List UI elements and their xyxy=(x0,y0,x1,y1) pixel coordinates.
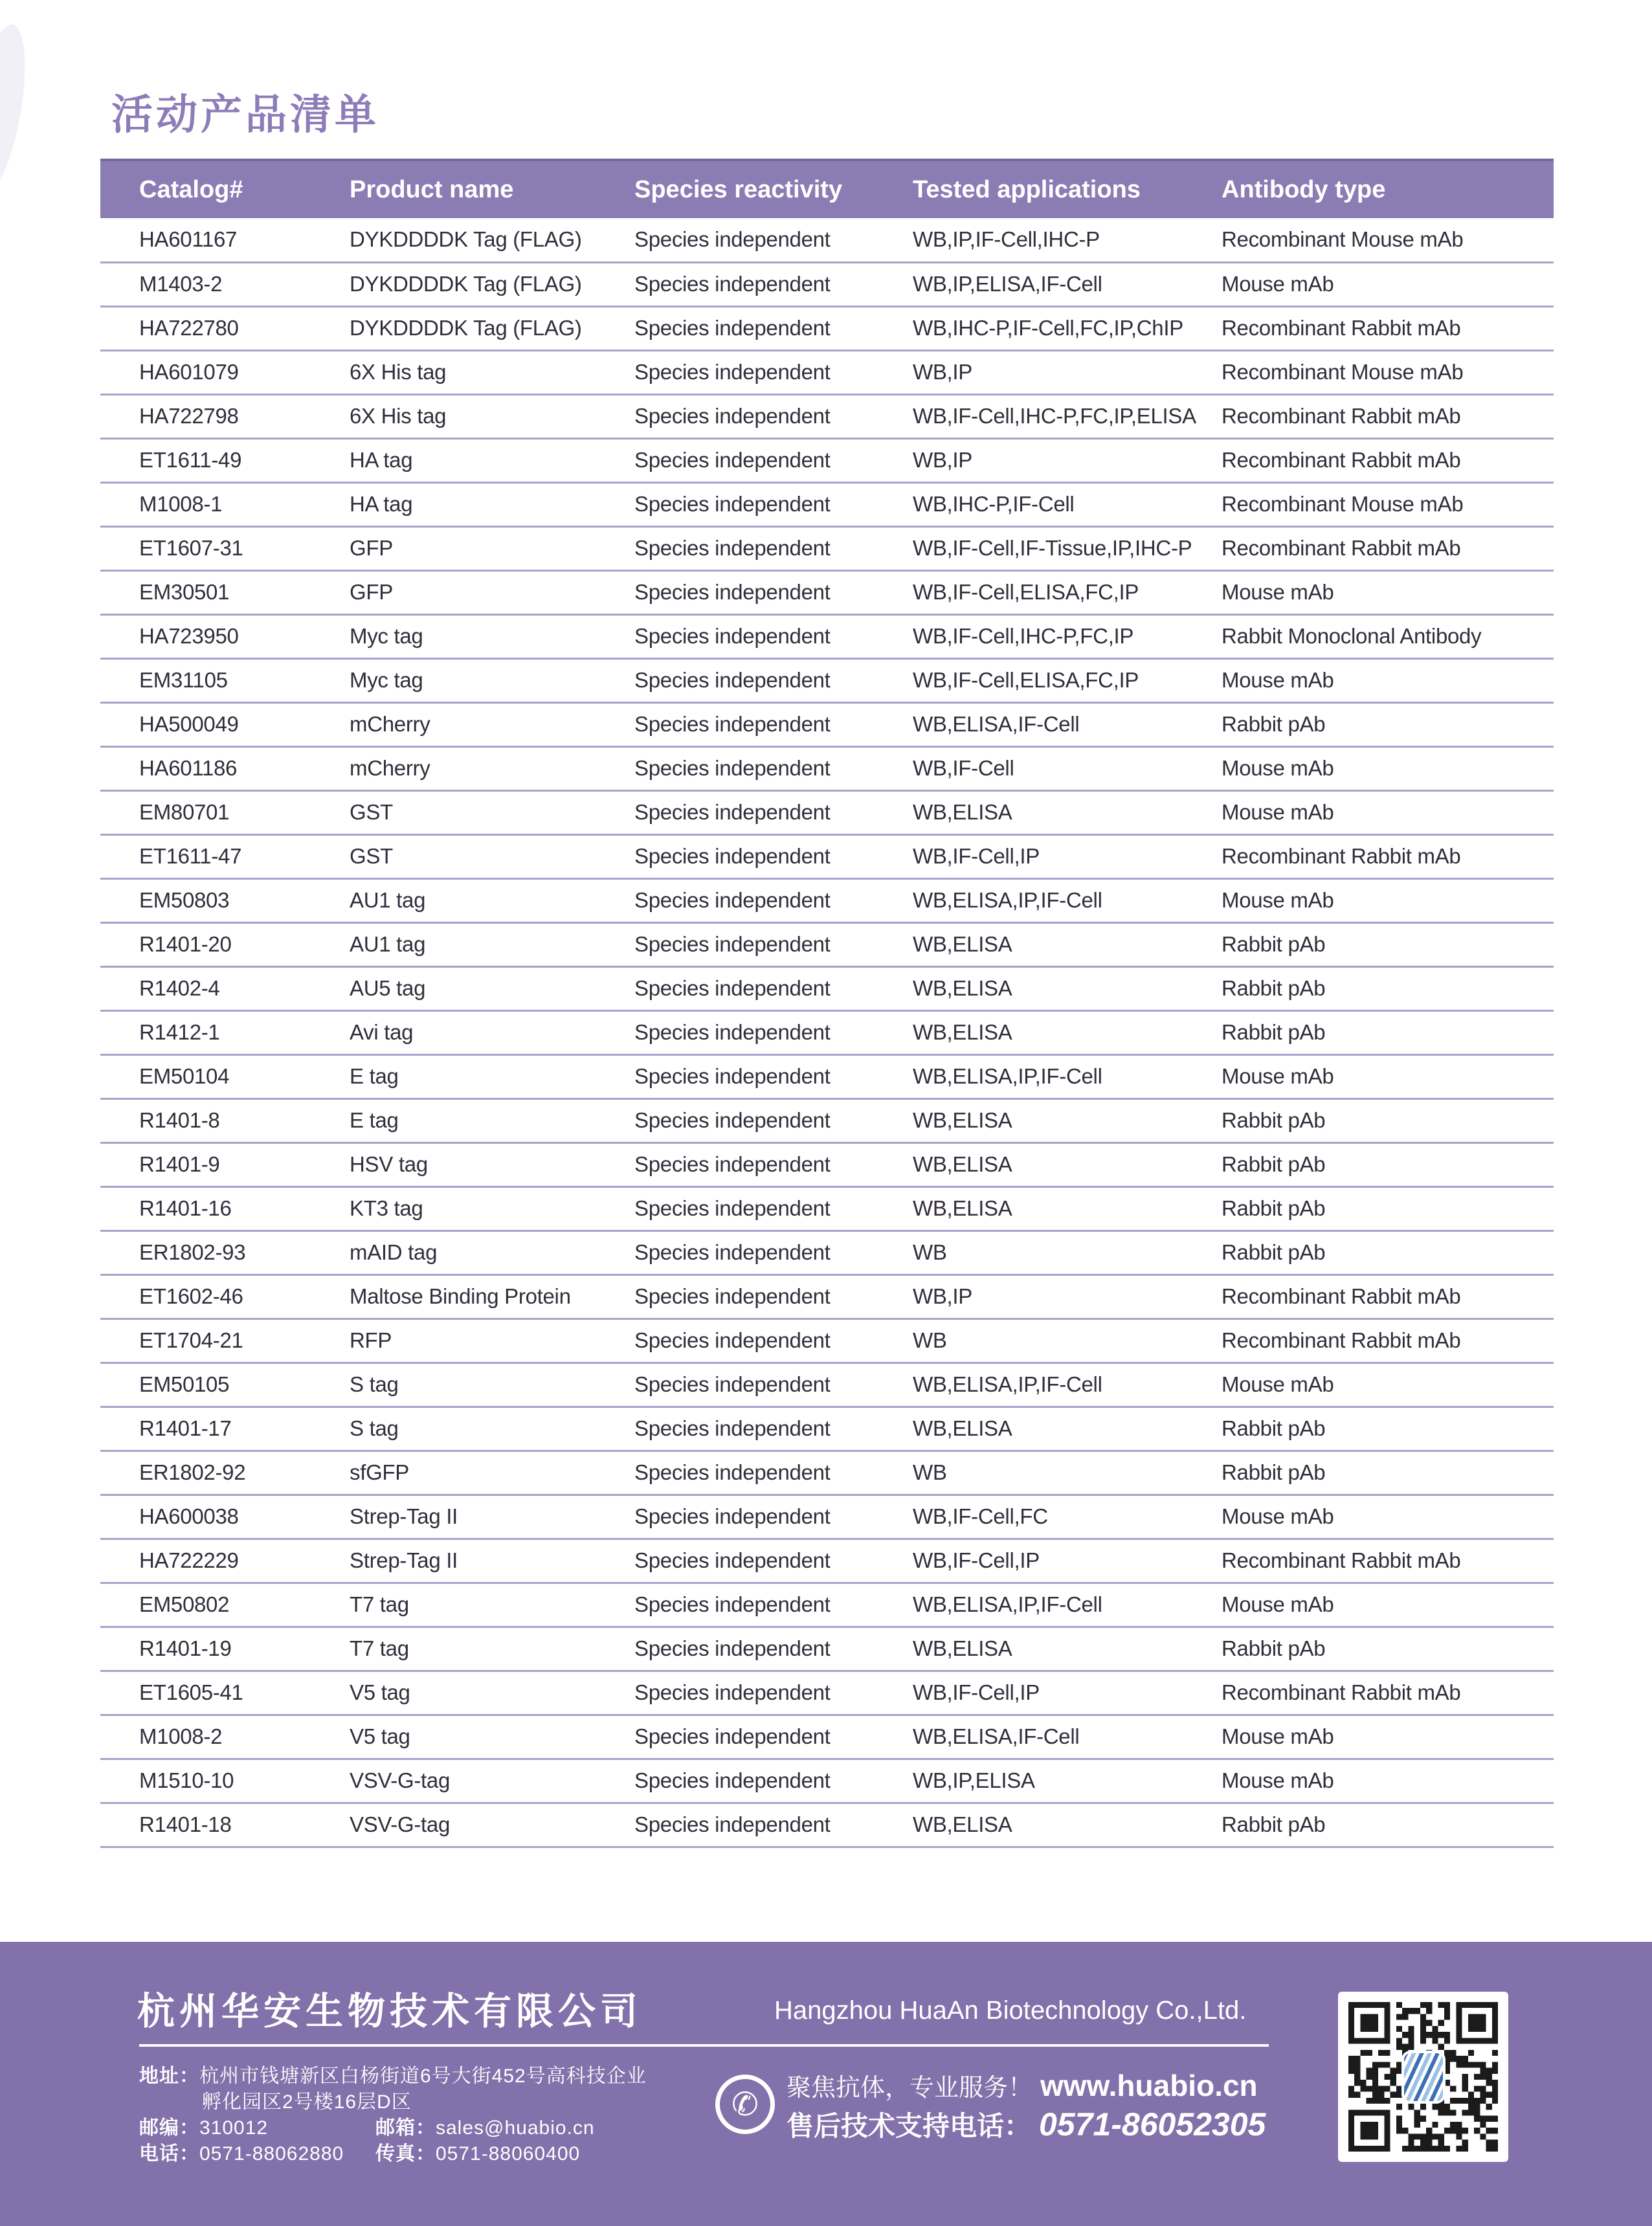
cell-name: T7 tag xyxy=(350,1583,634,1627)
cell-applications: WB,ELISA xyxy=(913,1803,1222,1847)
cell-applications: WB,IHC-P,IF-Cell xyxy=(913,482,1222,526)
cell-species: Species independent xyxy=(634,966,913,1010)
cell-name: S tag xyxy=(350,1363,634,1407)
cell-species: Species independent xyxy=(634,218,913,262)
qr-center-logo xyxy=(1404,2053,1443,2101)
corner-decoration xyxy=(0,21,36,201)
cell-name: HA tag xyxy=(350,438,634,482)
table-row xyxy=(100,1715,1554,1759)
phone-icon xyxy=(715,2075,775,2134)
cell-type: Rabbit pAb xyxy=(1222,1451,1554,1495)
table-row xyxy=(100,438,1554,482)
cell-type: Mouse mAb xyxy=(1222,658,1554,702)
cell-species: Species independent xyxy=(634,1407,913,1451)
cell-name: Myc tag xyxy=(350,658,634,702)
qr-code xyxy=(1338,1992,1508,2162)
cell-catalog: M1403-2 xyxy=(100,262,350,306)
cell-species: Species independent xyxy=(634,834,913,878)
cell-catalog: R1401-17 xyxy=(100,1407,350,1451)
cell-catalog: ET1607-31 xyxy=(100,526,350,570)
col-header-species-reactivity: Species reactivity xyxy=(634,160,913,218)
phone-line xyxy=(139,2137,344,2166)
cell-applications: WB,ELISA xyxy=(913,1407,1222,1451)
cell-species: Species independent xyxy=(634,306,913,350)
cell-catalog: R1412-1 xyxy=(100,1010,350,1054)
cell-name: 6X His tag xyxy=(350,350,634,394)
table-row xyxy=(100,1627,1554,1671)
cell-species: Species independent xyxy=(634,1054,913,1098)
cell-species: Species independent xyxy=(634,658,913,702)
cell-catalog: ET1602-46 xyxy=(100,1274,350,1319)
cell-catalog: ER1802-92 xyxy=(100,1451,350,1495)
table-row xyxy=(100,1495,1554,1539)
table-row xyxy=(100,526,1554,570)
cell-type: Recombinant Rabbit mAb xyxy=(1222,306,1554,350)
fax-line xyxy=(375,2137,580,2166)
cell-type: Mouse mAb xyxy=(1222,1495,1554,1539)
cell-name: VSV-G-tag xyxy=(350,1759,634,1803)
cell-catalog: EM30501 xyxy=(100,570,350,614)
col-header-catalog: Catalog# xyxy=(100,160,350,218)
table-row xyxy=(100,790,1554,834)
table-row xyxy=(100,746,1554,790)
cell-applications: WB,IHC-P,IF-Cell,FC,IP,ChIP xyxy=(913,306,1222,350)
cell-applications: WB,IF-Cell xyxy=(913,746,1222,790)
cell-catalog: HA722780 xyxy=(100,306,350,350)
phone-label: 电话： xyxy=(139,2143,199,2165)
cell-catalog: HA601167 xyxy=(100,218,350,262)
cell-species: Species independent xyxy=(634,878,913,922)
fax-value: 0571-88060400 xyxy=(436,2143,581,2165)
cell-applications: WB,ELISA,IF-Cell xyxy=(913,1715,1222,1759)
cell-applications: WB,ELISA xyxy=(913,1627,1222,1671)
cell-name: Myc tag xyxy=(350,614,634,658)
cell-catalog: R1401-16 xyxy=(100,1186,350,1230)
cell-species: Species independent xyxy=(634,482,913,526)
cell-species: Species independent xyxy=(634,614,913,658)
cell-species: Species independent xyxy=(634,1363,913,1407)
cell-species: Species independent xyxy=(634,1495,913,1539)
cell-name: V5 tag xyxy=(350,1715,634,1759)
cell-name: HSV tag xyxy=(350,1142,634,1186)
table-row xyxy=(100,614,1554,658)
cell-name: GST xyxy=(350,790,634,834)
cell-type: Rabbit pAb xyxy=(1222,1407,1554,1451)
cell-name: 6X His tag xyxy=(350,394,634,438)
table-row xyxy=(100,1803,1554,1847)
cell-name: GFP xyxy=(350,526,634,570)
cell-species: Species independent xyxy=(634,1230,913,1274)
cell-catalog: R1402-4 xyxy=(100,966,350,1010)
cell-applications: WB,ELISA,IP,IF-Cell xyxy=(913,1054,1222,1098)
cell-catalog: EM50802 xyxy=(100,1583,350,1627)
table-row xyxy=(100,1583,1554,1627)
cell-type: Rabbit pAb xyxy=(1222,1803,1554,1847)
table-row xyxy=(100,218,1554,262)
cell-type: Rabbit pAb xyxy=(1222,966,1554,1010)
col-header-antibody-type: Antibody type xyxy=(1222,160,1554,218)
cell-applications: WB,IF-Cell,ELISA,FC,IP xyxy=(913,658,1222,702)
cell-type: Rabbit Monoclonal Antibody xyxy=(1222,614,1554,658)
address-line-2 xyxy=(202,2086,412,2114)
page-title: 活动产品清单 xyxy=(111,91,379,138)
cell-applications: WB,IF-Cell,IHC-P,FC,IP,ELISA xyxy=(913,394,1222,438)
cell-type: Recombinant Rabbit mAb xyxy=(1222,438,1554,482)
cell-type: Mouse mAb xyxy=(1222,878,1554,922)
cell-species: Species independent xyxy=(634,746,913,790)
cell-species: Species independent xyxy=(634,1142,913,1186)
cell-type: Rabbit pAb xyxy=(1222,1230,1554,1274)
product-table xyxy=(100,159,1554,1848)
cell-name: GFP xyxy=(350,570,634,614)
cell-applications: WB xyxy=(913,1451,1222,1495)
table-row xyxy=(100,394,1554,438)
cell-catalog: R1401-9 xyxy=(100,1142,350,1186)
table-row xyxy=(100,1274,1554,1319)
cell-name: AU5 tag xyxy=(350,966,634,1010)
cell-catalog: M1510-10 xyxy=(100,1759,350,1803)
table-row xyxy=(100,878,1554,922)
cell-name: DYKDDDDK Tag (FLAG) xyxy=(350,218,634,262)
support-label: 售后技术支持电话： xyxy=(787,2111,1032,2141)
cell-catalog: HA500049 xyxy=(100,702,350,746)
cell-type: Recombinant Rabbit mAb xyxy=(1222,1274,1554,1319)
table-row xyxy=(100,1230,1554,1274)
cell-catalog: ET1704-21 xyxy=(100,1319,350,1363)
cell-name: HA tag xyxy=(350,482,634,526)
cell-species: Species independent xyxy=(634,922,913,966)
cell-applications: WB,IF-Cell,IF-Tissue,IP,IHC-P xyxy=(913,526,1222,570)
table-row xyxy=(100,570,1554,614)
table-row xyxy=(100,306,1554,350)
cell-name: T7 tag xyxy=(350,1627,634,1671)
cell-name: S tag xyxy=(350,1407,634,1451)
cell-catalog: EM31105 xyxy=(100,658,350,702)
cell-catalog: ET1605-41 xyxy=(100,1671,350,1715)
cell-applications: WB,IF-Cell,IHC-P,FC,IP xyxy=(913,614,1222,658)
table-row xyxy=(100,1186,1554,1230)
cell-name: AU1 tag xyxy=(350,922,634,966)
cell-catalog: R1401-8 xyxy=(100,1098,350,1142)
cell-catalog: R1401-20 xyxy=(100,922,350,966)
cell-catalog: ET1611-49 xyxy=(100,438,350,482)
table-row xyxy=(100,482,1554,526)
table-row xyxy=(100,658,1554,702)
company-name-cn: 杭州华安生物技术有限公司 xyxy=(137,1990,643,2032)
table-row xyxy=(100,702,1554,746)
col-header-product-name: Product name xyxy=(350,160,634,218)
cell-type: Mouse mAb xyxy=(1222,1583,1554,1627)
cell-type: Recombinant Rabbit mAb xyxy=(1222,1319,1554,1363)
slogan-line xyxy=(787,2067,1258,2103)
cell-species: Species independent xyxy=(634,1451,913,1495)
cell-species: Species independent xyxy=(634,1010,913,1054)
cell-applications: WB,ELISA xyxy=(913,1186,1222,1230)
table-header xyxy=(100,160,1554,218)
cell-name: E tag xyxy=(350,1054,634,1098)
cell-name: DYKDDDDK Tag (FLAG) xyxy=(350,306,634,350)
cell-species: Species independent xyxy=(634,702,913,746)
cell-name: mAID tag xyxy=(350,1230,634,1274)
cell-name: GST xyxy=(350,834,634,878)
cell-species: Species independent xyxy=(634,1319,913,1363)
cell-type: Rabbit pAb xyxy=(1222,1098,1554,1142)
cell-catalog: HA722229 xyxy=(100,1539,350,1583)
table-row xyxy=(100,1407,1554,1451)
table-row xyxy=(100,966,1554,1010)
cell-applications: WB,ELISA xyxy=(913,1098,1222,1142)
cell-type: Rabbit pAb xyxy=(1222,1186,1554,1230)
cell-applications: WB,ELISA xyxy=(913,790,1222,834)
table-row xyxy=(100,834,1554,878)
cell-type: Rabbit pAb xyxy=(1222,922,1554,966)
cell-type: Recombinant Mouse mAb xyxy=(1222,350,1554,394)
cell-type: Mouse mAb xyxy=(1222,570,1554,614)
cell-applications: WB,IP,IF-Cell,IHC-P xyxy=(913,218,1222,262)
cell-species: Species independent xyxy=(634,1715,913,1759)
cell-type: Recombinant Mouse mAb xyxy=(1222,218,1554,262)
cell-type: Recombinant Rabbit mAb xyxy=(1222,1671,1554,1715)
table-row xyxy=(100,1671,1554,1715)
cell-type: Rabbit pAb xyxy=(1222,702,1554,746)
cell-species: Species independent xyxy=(634,438,913,482)
cell-catalog: HA723950 xyxy=(100,614,350,658)
cell-species: Species independent xyxy=(634,526,913,570)
table-row xyxy=(100,1098,1554,1142)
cell-name: KT3 tag xyxy=(350,1186,634,1230)
cell-catalog: HA601079 xyxy=(100,350,350,394)
cell-applications: WB xyxy=(913,1230,1222,1274)
zip-line xyxy=(139,2111,268,2140)
cell-species: Species independent xyxy=(634,1539,913,1583)
slogan-text: 聚焦抗体，专业服务！ xyxy=(787,2075,1033,2102)
cell-species: Species independent xyxy=(634,1098,913,1142)
cell-catalog: HA722798 xyxy=(100,394,350,438)
cell-catalog: M1008-2 xyxy=(100,1715,350,1759)
cell-type: Recombinant Rabbit mAb xyxy=(1222,1539,1554,1583)
table-row xyxy=(100,1054,1554,1098)
cell-name: RFP xyxy=(350,1319,634,1363)
cell-species: Species independent xyxy=(634,790,913,834)
zip-value: 310012 xyxy=(199,2117,269,2139)
cell-applications: WB,ELISA xyxy=(913,922,1222,966)
cell-applications: WB,ELISA,IP,IF-Cell xyxy=(913,878,1222,922)
cell-type: Mouse mAb xyxy=(1222,746,1554,790)
cell-type: Rabbit pAb xyxy=(1222,1010,1554,1054)
table-row xyxy=(100,1010,1554,1054)
cell-species: Species independent xyxy=(634,394,913,438)
cell-species: Species independent xyxy=(634,1627,913,1671)
cell-applications: WB,ELISA,IP,IF-Cell xyxy=(913,1363,1222,1407)
cell-applications: WB,IP,ELISA xyxy=(913,1759,1222,1803)
email-value[interactable]: sales@huabio.cn xyxy=(436,2117,595,2139)
cell-species: Species independent xyxy=(634,1583,913,1627)
cell-name: AU1 tag xyxy=(350,878,634,922)
phone-value: 0571-88062880 xyxy=(199,2143,344,2165)
cell-name: Avi tag xyxy=(350,1010,634,1054)
cell-catalog: R1401-19 xyxy=(100,1627,350,1671)
cell-applications: WB,ELISA xyxy=(913,1010,1222,1054)
cell-applications: WB,IP xyxy=(913,438,1222,482)
support-phone: 0571-86052305 xyxy=(1039,2106,1266,2143)
email-line xyxy=(375,2111,595,2140)
cell-applications: WB,IF-Cell,IP xyxy=(913,834,1222,878)
website-link[interactable]: www.huabio.cn xyxy=(1040,2069,1258,2102)
cell-species: Species independent xyxy=(634,570,913,614)
cell-species: Species independent xyxy=(634,1803,913,1847)
cell-name: VSV-G-tag xyxy=(350,1803,634,1847)
cell-type: Mouse mAb xyxy=(1222,790,1554,834)
table-row xyxy=(100,922,1554,966)
table-row xyxy=(100,1451,1554,1495)
cell-name: V5 tag xyxy=(350,1671,634,1715)
cell-type: Recombinant Rabbit mAb xyxy=(1222,834,1554,878)
address-value-2: 孵化园区2号楼16层D区 xyxy=(202,2091,412,2113)
cell-catalog: HA600038 xyxy=(100,1495,350,1539)
cell-species: Species independent xyxy=(634,1274,913,1319)
cell-catalog: M1008-1 xyxy=(100,482,350,526)
email-label: 邮箱： xyxy=(375,2117,436,2139)
cell-species: Species independent xyxy=(634,1671,913,1715)
cell-name: sfGFP xyxy=(350,1451,634,1495)
cell-catalog: EM50104 xyxy=(100,1054,350,1098)
cell-type: Recombinant Rabbit mAb xyxy=(1222,394,1554,438)
cell-applications: WB,ELISA xyxy=(913,1142,1222,1186)
zip-label: 邮编： xyxy=(139,2117,199,2139)
cell-catalog: EM50803 xyxy=(100,878,350,922)
cell-species: Species independent xyxy=(634,1759,913,1803)
table-row xyxy=(100,1363,1554,1407)
cell-applications: WB,IF-Cell,ELISA,FC,IP xyxy=(913,570,1222,614)
cell-name: DYKDDDDK Tag (FLAG) xyxy=(350,262,634,306)
cell-species: Species independent xyxy=(634,262,913,306)
cell-name: Maltose Binding Protein xyxy=(350,1274,634,1319)
cell-species: Species independent xyxy=(634,1186,913,1230)
table-header-row xyxy=(100,160,1554,218)
cell-name: mCherry xyxy=(350,702,634,746)
cell-catalog: ER1802-93 xyxy=(100,1230,350,1274)
cell-applications: WB,IP xyxy=(913,1274,1222,1319)
cell-catalog: ET1611-47 xyxy=(100,834,350,878)
table-row xyxy=(100,1142,1554,1186)
table-row xyxy=(100,350,1554,394)
cell-name: Strep-Tag II xyxy=(350,1539,634,1583)
address-value-1: 杭州市钱塘新区白杨街道6号大街452号高科技企业 xyxy=(199,2065,647,2087)
cell-type: Mouse mAb xyxy=(1222,1054,1554,1098)
cell-name: mCherry xyxy=(350,746,634,790)
cell-type: Mouse mAb xyxy=(1222,1715,1554,1759)
address-label: 地址： xyxy=(139,2065,199,2087)
table-row xyxy=(100,1319,1554,1363)
cell-species: Species independent xyxy=(634,350,913,394)
cell-catalog: HA601186 xyxy=(100,746,350,790)
cell-type: Rabbit pAb xyxy=(1222,1627,1554,1671)
cell-applications: WB,IF-Cell,IP xyxy=(913,1539,1222,1583)
phone-icon-glyph: ✆ xyxy=(731,2086,759,2122)
fax-label: 传真： xyxy=(375,2143,436,2165)
cell-applications: WB,ELISA xyxy=(913,966,1222,1010)
cell-type: Recombinant Rabbit mAb xyxy=(1222,526,1554,570)
address-line-1 xyxy=(139,2060,647,2088)
table-row xyxy=(100,1539,1554,1583)
cell-type: Recombinant Mouse mAb xyxy=(1222,482,1554,526)
table-row xyxy=(100,262,1554,306)
company-name-en: Hangzhou HuaAn Biotechnology Co.,Ltd. xyxy=(774,1996,1247,2025)
cell-catalog: EM80701 xyxy=(100,790,350,834)
cell-applications: WB,IP xyxy=(913,350,1222,394)
product-table-body xyxy=(100,218,1554,1847)
cell-catalog: R1401-18 xyxy=(100,1803,350,1847)
cell-applications: WB,ELISA,IP,IF-Cell xyxy=(913,1583,1222,1627)
cell-applications: WB,IF-Cell,IP xyxy=(913,1671,1222,1715)
cell-applications: WB,IF-Cell,FC xyxy=(913,1495,1222,1539)
col-header-tested-applications: Tested applications xyxy=(913,160,1222,218)
cell-type: Mouse mAb xyxy=(1222,262,1554,306)
cell-name: Strep-Tag II xyxy=(350,1495,634,1539)
cell-applications: WB,ELISA,IF-Cell xyxy=(913,702,1222,746)
cell-type: Mouse mAb xyxy=(1222,1363,1554,1407)
cell-applications: WB,IP,ELISA,IF-Cell xyxy=(913,262,1222,306)
footer-divider xyxy=(139,2044,1269,2047)
cell-applications: WB xyxy=(913,1319,1222,1363)
cell-catalog: EM50105 xyxy=(100,1363,350,1407)
cell-name: E tag xyxy=(350,1098,634,1142)
cell-type: Mouse mAb xyxy=(1222,1759,1554,1803)
cell-type: Rabbit pAb xyxy=(1222,1142,1554,1186)
table-row xyxy=(100,1759,1554,1803)
support-line xyxy=(787,2105,1266,2144)
footer xyxy=(0,1942,1652,2226)
